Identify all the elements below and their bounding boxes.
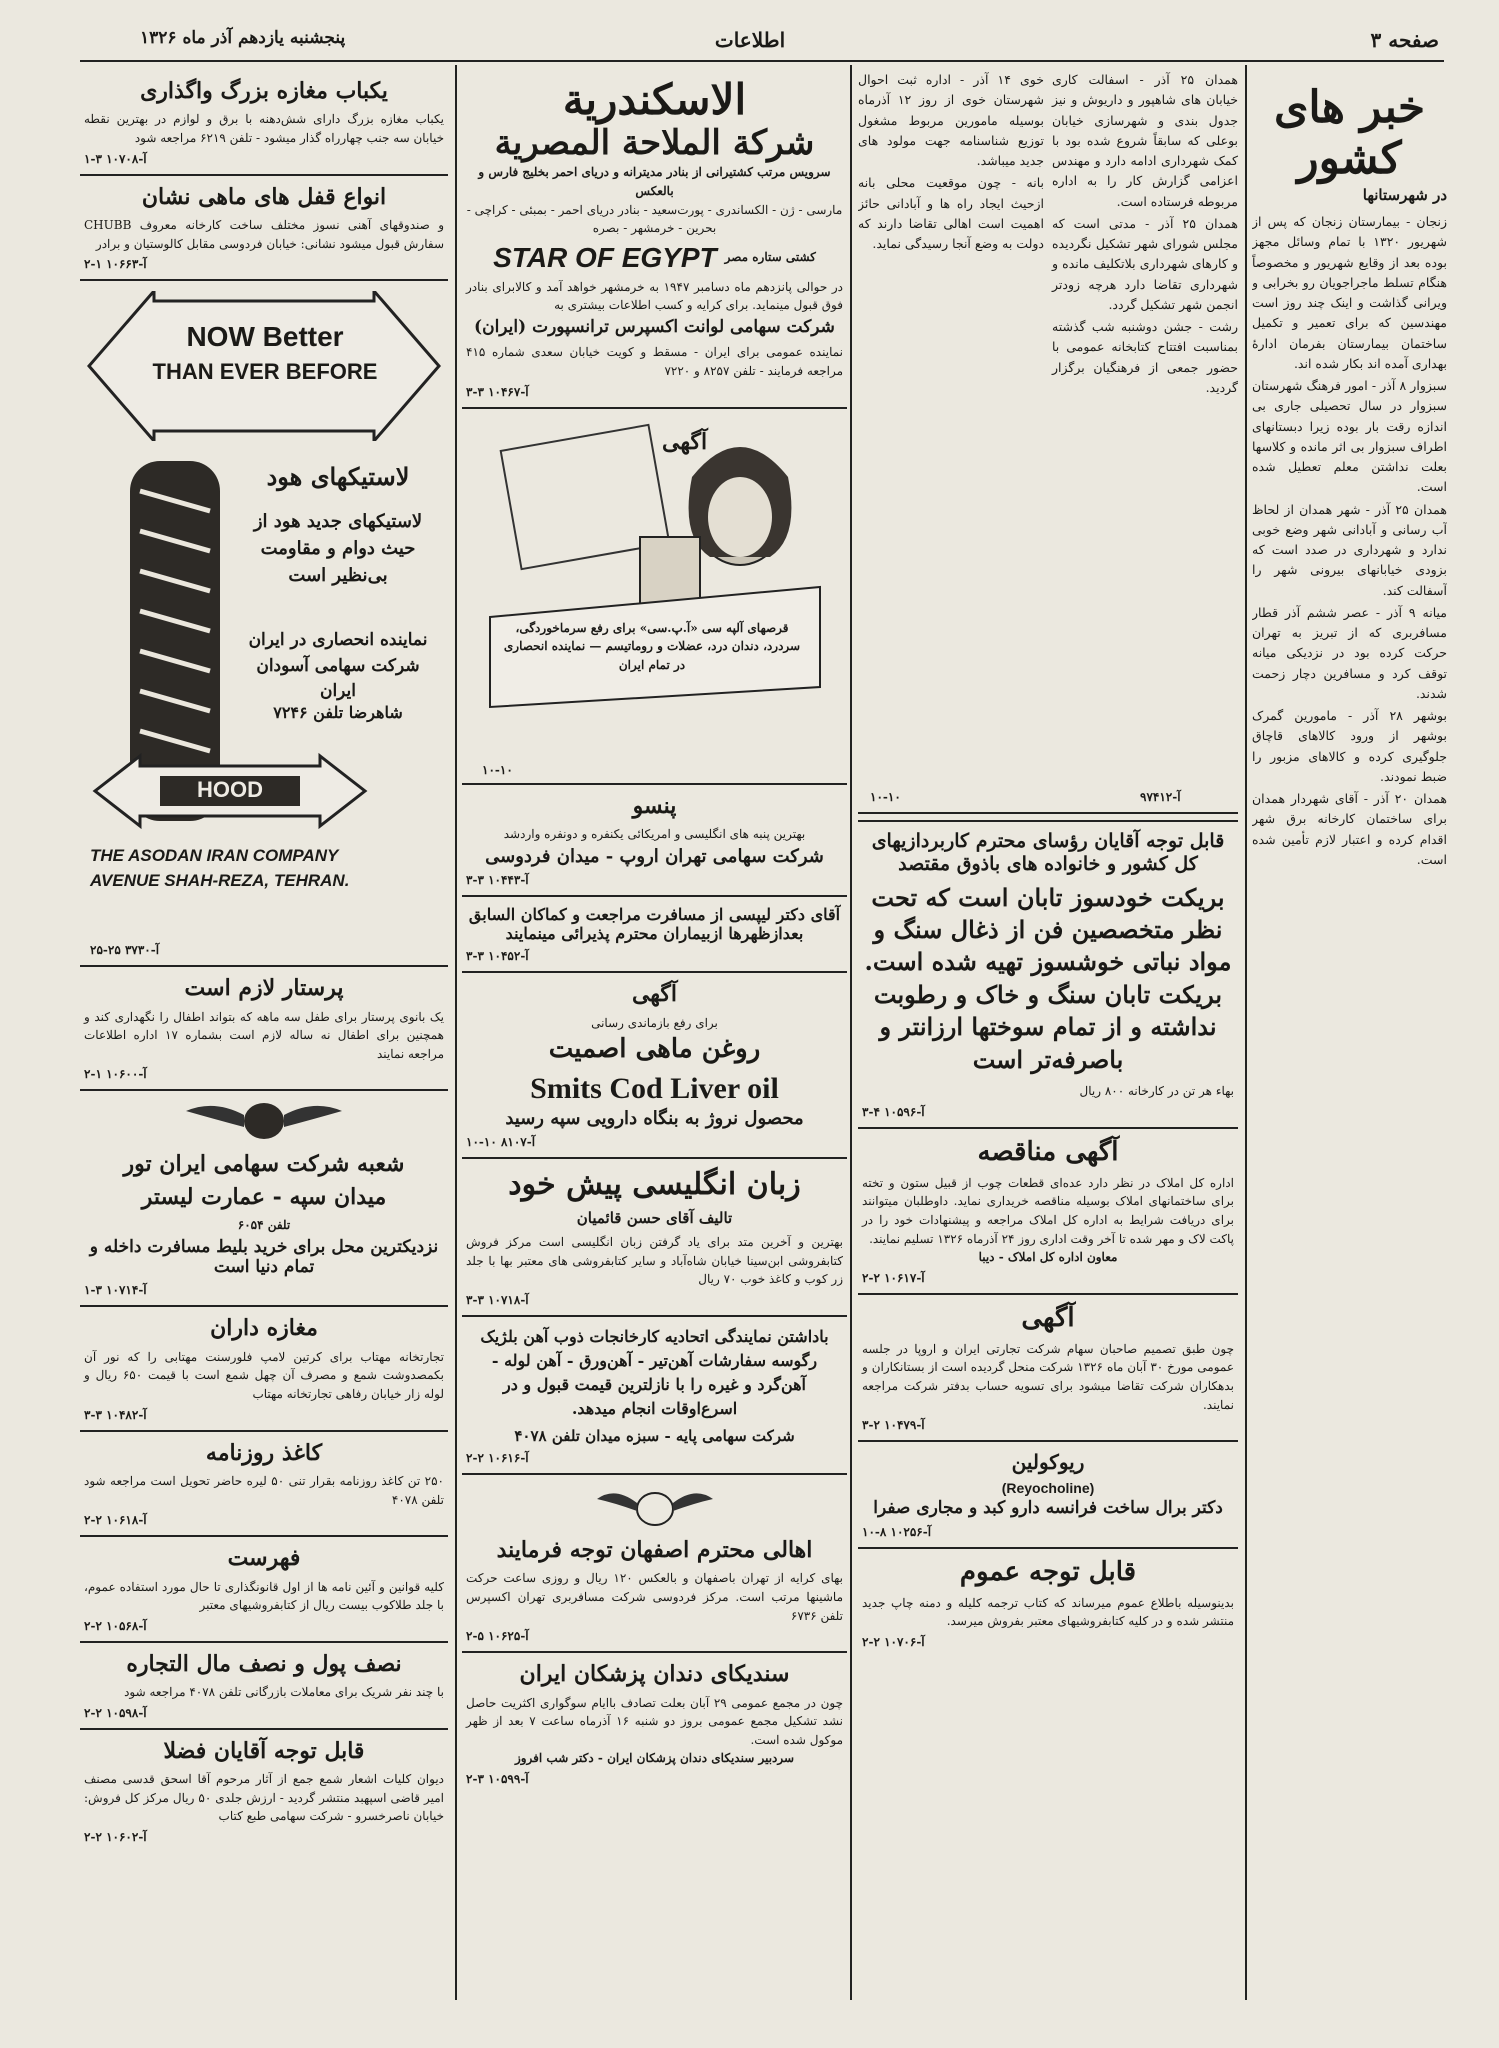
classifieds-column xyxy=(80,70,448,2000)
locks-title: انواع قفل های ماهی نشان xyxy=(141,183,387,210)
ad-code: آ-۳۷۳۰ ۲۵-۲۵ xyxy=(90,943,160,958)
iran-tour-ad xyxy=(80,1091,448,1307)
steel-ad xyxy=(462,1317,847,1475)
medicine-ad xyxy=(858,1442,1238,1548)
ad-code: ۱۰-۱۰ xyxy=(482,762,513,777)
english-book-body: بهترین و آخرین متد برای یاد گرفتن زبان انگلیسی است مرکز فروش کتابفروشی ابن‌سینا خیابان شاه‌آباد و سایر کتابفروشی های معتبر بها با جلد زر کوب و کاغذ خوب ۷۰ ریال xyxy=(466,1235,843,1287)
nurse-body: یک بانوی پرستار برای طفل سه ماهه که بتواند اطفال را نگهداری کند و همچنین برای اطفال نه ساله لازم است بشماره ۱۷ اداره اطلاعات مراجعه نمایند xyxy=(84,1009,444,1061)
ad-label: آگهی xyxy=(1021,1302,1075,1333)
shipping-ports: مارسی - ژن - الکساندری - پورت‌سعید - بنادر دریای احمر - بمبئی - کراچی - بحرین - خرمشهر - بصره xyxy=(466,202,843,236)
shipping-service: سرویس مرتب کشتیرانی از بنادر مدیترانه و دریای احمر بخلیج فارس و بالعکس xyxy=(478,165,831,198)
news-body xyxy=(1252,212,1447,870)
news-paragraph: رشت - جشن دوشنبه شب گذشته بمناسبت افتتاح کتابخانه عمومی با حضور جمعی از فرهنگیان برگزار گردید. xyxy=(1052,319,1238,395)
notices-column xyxy=(858,820,1238,2000)
partnership-ad xyxy=(80,1643,448,1730)
winged-logo-icon xyxy=(184,1097,344,1145)
ad-code: ۱۰-۱۰ xyxy=(870,790,901,804)
doctor-body: آقای دکتر لیپسی از مسافرت مراجعت و کماکان السابق بعدازظهرها ازبیماران محترم پذیرائی مینمایند xyxy=(468,905,841,944)
page-number: صفحه ۳ xyxy=(1370,28,1439,52)
newsprint-body: ۲۵۰ تن کاغذ روزنامه بقرار تنی ۵۰ لیره حاضر تحویل است مراجعه شود تلفن ۴۰۷۸ xyxy=(84,1474,444,1507)
ship-label: کشتی ستاره مصر xyxy=(724,250,816,265)
index-ad xyxy=(80,1537,448,1643)
locks-body: و صندوقهای آهنی نسوز مختلف ساخت کارخانه معروف CHUBB سفارش قبول میشود نشانی: خیابان فردوسی مقابل کالوستیان و برادر xyxy=(84,217,444,251)
news-paragraph: بانه - چون موقعیت محلی بانه ازحیث ایجاد راه ها و آبادانی حائز اهمیت است اهالی تقاضا دارند که دولت به وضع آنجا رسیدگی نماید. xyxy=(858,175,1044,251)
ad-code: آ-۱۰۶۲۵ ۵-۲ xyxy=(466,1629,529,1644)
header-rule xyxy=(80,60,1444,62)
hood-company-en: THE ASODAN IRAN COMPANY xyxy=(90,846,339,866)
news-paragraph: بوشهر ۲۸ آذر - مامورین گمرک بوشهر از ورود کالاهای قاچاق جلوگیری کرده و کالاهای مزبور را ضبط نمودند. xyxy=(1252,708,1447,784)
cod-liver-sub: برای رفع بازماندی رسانی xyxy=(591,1015,718,1030)
shopkeepers-title: مغازه داران xyxy=(210,1315,318,1342)
hood-agent: نماینده انحصاری در ایران شرکت سهامی آسودان ایران xyxy=(248,630,428,702)
hood-desc-fa: لاستیکهای جدید هود از حیث دوام و مقاومت بی‌نظیر است xyxy=(253,511,423,587)
public-notice xyxy=(858,1549,1238,1657)
public-notice-body: بدینوسیله باطلاع عموم میرساند که کتاب ترجمه کلیله و دمنه چاپ جدید منتشر شده و در کلیه کتابفروشیهای معتبر بفروش میرسد. xyxy=(862,1595,1234,1629)
shipping-agent: شرکت سهامی لوانت اکسپرس ترانسپورت (ایران) xyxy=(474,316,835,337)
notice-price: بهاء هر تن در کارخانه ۸۰۰ ریال xyxy=(1079,1083,1234,1098)
partnership-body: با چند نفر شریک برای معاملات بازرگانی تلفن ۴۰۷۸ مراجعه شود xyxy=(124,1685,444,1700)
news-paragraph: همدان ۲۰ آذر - آقای شهردار همدان برای ساختمان کارخانه برق شهر اقدام کرده و اعتبار لازم تأمین شده است. xyxy=(1252,791,1447,867)
news-subcolumn xyxy=(1052,70,1238,400)
tender-title: آگهی مناقصه xyxy=(977,1136,1119,1167)
isfahan-title: اهالی محترم اصفهان توجه فرمایند xyxy=(496,1537,813,1564)
news-paragraph: سبزوار ۸ آذر - امور فرهنگ شهرستان سبزوار در سال تحصیلی جاری بی اندازه رقت بار بوده زیرا دبستانهای اطراف سبزوار بی اثر مانده و کلاسها بعلت نداشتن معلم تعطیل شده است. xyxy=(1252,378,1447,495)
ad-code: آ-۱۰۴۵۲ ۳-۳ xyxy=(466,949,529,964)
ad-code: آ-۱۰۶۶۳ ۱-۲ xyxy=(84,257,147,272)
isfahan-bus-ad xyxy=(462,1475,847,1653)
aspirin-caption: قرصهای آلپه سی «آ.پ.سی» برای رفع سرماخوردگی، سردرد، دندان درد، عضلات و روماتیسم — نماینده انحصاری در تمام ایران xyxy=(503,620,801,672)
ad-code: آ-۸۱۰۷ ۱۰-۱۰ xyxy=(466,1135,536,1150)
news-subheading: در شهرستانها xyxy=(1362,186,1447,204)
partnership-title: نصف پول و نصف مال التجاره xyxy=(126,1650,402,1677)
shipping-address: نماینده عمومی برای ایران - مسقط و کویت خیابان سعدی شماره ۴۱۵ مراجعه فرمایند - تلفن ۸۲۵۷ و ۷۲۲۰ xyxy=(466,345,843,378)
steel-body: باداشتن نمایندگی اتحادیه کارخانجات ذوب آهن بلژیک رگوسه سفارشات آهن‌تیر - آهن‌ورق - آهن لوله - آهن‌گرد و غیره را با نازلترین قیمت قبول و در اسرع‌اوقات انجام میدهد. xyxy=(480,1327,829,1419)
hood-slogan-top: NOW Better xyxy=(186,321,344,353)
english-book-ad xyxy=(462,1159,847,1317)
hood-title-fa: لاستیکهای هود xyxy=(266,462,410,492)
issue-date: پنجشنبه یازدهم آذر ماه ۱۳۲۶ xyxy=(140,28,346,48)
dentists-ad xyxy=(462,1653,847,1794)
ad-code: آ-۱۰۶۰۰ ۱-۲ xyxy=(84,1067,147,1082)
ad-code: آ-۱۰۵۹۹ ۳-۲ xyxy=(466,1771,529,1786)
news-paragraph: همدان ۲۵ آذر - شهر همدان از لحاظ آب رسانی و آبادانی شهر وضع خوبی ندارد و شهرداری در صدد است که بزودی خیابانهای بیرونی شهر را آسفالت کند. xyxy=(1252,501,1447,598)
ad-code: آ-۱۰۷۱۸ ۳-۳ xyxy=(466,1293,529,1308)
column-rule xyxy=(850,65,852,2000)
cotton-body: بهترین پنبه های انگلیسی و امریکائی یکنفره و دونفره واردشد xyxy=(503,826,806,841)
shop-rent-title: یکباب مغازه بزرگ واگذاری xyxy=(140,78,388,104)
english-book-title: زبان انگلیسی پیش خود xyxy=(508,1167,801,1203)
shopkeepers-ad xyxy=(80,1307,448,1431)
iran-tour-title: شعبه شرکت سهامی ایران تور xyxy=(123,1151,405,1178)
shopkeepers-body: تجارتخانه مهتاب برای کرتین لامپ فلورسنت مهتابی را که نور آن بکمصدوشت شمع و مصرف آن چهل شمع است با قیمت ۶۵۰ ریال و لوله زار خیابان رفاهی تجارتخانه مهتاب xyxy=(84,1349,444,1402)
ads-column-middle xyxy=(462,70,847,2000)
notice-title: قابل توجه آقایان رؤسای محترم کاربردازیهای کل کشور و خانواده های باذوق مقتصد xyxy=(871,830,1225,875)
notice-body: بریکت خودسوز تابان است که تحت نظر متخصصین فن از ذغال سنگ و مواد نباتی خوشسوز تهیه شده است. بریکت تابان سنگ و خاک و رطوبت نداشته و از تمام سوختها ارزانتر و باصرفه‌تر است xyxy=(864,882,1232,1074)
company-ad-body: چون طبق تصمیم صاحبان سهام شرکت تجارتی ایران و اروپا در جلسه عمومی مورخ ۳۰ آبان ماه ۱۳۲۶ شرکت منحل گردیده است از بستانکاران و بدهکاران شرکت تقاضا میشود برای تسویه حساب بدفتر شرکت مراجعه نمایند. xyxy=(862,1341,1234,1412)
iran-tour-body: نزدیکترین محل برای خرید بلیط مسافرت داخله و تمام دنیا است xyxy=(89,1236,439,1278)
ad-code: آ-۱۰۶۰۲ ۲-۲ xyxy=(84,1829,147,1844)
isfahan-body: بهای کرایه از تهران باصفهان و بالعکس ۱۲۰ ریال و روزی ساعت حرکت ماشینها مرتب است. مرکز فردوسی شرکت مسافربری تهران اکسپرس تلفن ۶۷۳۶ xyxy=(466,1571,844,1623)
newsprint-ad xyxy=(80,1432,448,1538)
cod-liver-oil-ad xyxy=(462,973,847,1159)
ad-code: آ-۱۰۶۱۷ ۲-۲ xyxy=(862,1270,925,1285)
scholars-title: قابل توجه آقایان فضلا xyxy=(163,1737,365,1764)
news-paragraph: میانه ۹ آذر - عصر ششم آذر قطار مسافربری که از تبریز به تهران حرکت کرده بود در نزدیکی میانه توقف کرد و مسافرین دچار زحمت شدند. xyxy=(1252,604,1447,701)
shipping-ad xyxy=(462,70,847,409)
dentists-title: سندیکای دندان پزشکان ایران xyxy=(519,1661,790,1688)
english-book-author: تالیف آقای حسن قائمیان xyxy=(576,1209,733,1228)
news-column xyxy=(1252,70,1447,2000)
ad-label: آگهی xyxy=(631,981,678,1008)
medicine-title: ریوکولین xyxy=(1011,1450,1085,1475)
ad-code: آ-۱۰۵۹۶ ۴-۳ xyxy=(862,1104,925,1119)
ad-code: آ-۱۰۴۶۷ ۳-۳ xyxy=(466,384,529,399)
news-paragraph: خوی ۱۴ آذر - اداره ثبت احوال شهرستان خوی از روز ۱۲ آذرماه بوسیله مامورین مربوط مشغول توزیع شناسنامه جهت مولود های جدید میباشد. xyxy=(858,72,1044,168)
column-rule xyxy=(1245,65,1247,2000)
aspirin-ad xyxy=(462,409,847,785)
news-paragraph: همدان ۲۵ آذر - اسفالت کاری خیابان های شاهپور و داریوش و نیز جدول بندی و شهرسازی خیابان بوعلی که سابقاً شروع شده بود با کمک شهرداری ادامه دارد و مهندس اعزامی گزارش کار را به اداره مربوطه فرستاده است. xyxy=(1052,72,1238,209)
shop-rent-ad xyxy=(80,70,448,176)
nurse-ad xyxy=(80,967,448,1091)
ad-code: آ-۱۰۲۵۶ ۸-۱۰ xyxy=(862,1524,932,1539)
news-paragraph: زنجان - بیمارستان زنجان که پس از شهریور ۱۳۲۰ با تمام وسائل مجهز بوده بعد از وقایع شهریور و مخصوصاً هنگام تسلط ماجراجویان رو بخرابی و ویرانی گذاشت و اینک چند روز است مهندسین که برای تعمیر و تکمیل ساختمان بیمارستان بفرمان ادارهٔ بهداری آمده اند بکار شده اند. xyxy=(1252,214,1447,371)
index-title: فهرست xyxy=(227,1545,301,1572)
ad-code: آ-۹۷۴۱۲ xyxy=(1140,790,1181,804)
cotton-company: شرکت سهامی تهران اروپ - میدان فردوسی xyxy=(485,845,824,867)
ad-code: آ-۱۰۴۷۹ ۲-۳ xyxy=(862,1418,925,1433)
medicine-latin: (Reyocholine) xyxy=(1001,1480,1095,1497)
ad-code: آ-۱۰۴۸۲ ۳-۳ xyxy=(84,1407,147,1422)
ad-code: آ-۱۰۷۰۶ ۲-۲ xyxy=(862,1635,925,1650)
hood-address-en: AVENUE SHAH-REZA, TEHRAN. xyxy=(90,871,350,891)
cod-liver-latin: Smits Cod Liver oil xyxy=(530,1071,779,1105)
briquette-notice xyxy=(858,820,1238,1129)
ad-code: آ-۱۰۵۹۸ ۲-۲ xyxy=(84,1705,147,1720)
ad-code: آ-۱۰۷۱۴ ۳-۱ xyxy=(84,1283,147,1298)
cotton-title: پنسو xyxy=(632,792,677,819)
hood-logo-text: HOOD xyxy=(197,777,263,803)
ad-code: آ-۱۰۶۱۸ ۲-۲ xyxy=(84,1513,147,1528)
shipping-company-arabic: شركة الملاحة المصرية xyxy=(494,123,815,164)
ship-name: STAR OF EGYPT xyxy=(493,241,717,273)
ad-code: آ-۱۰۴۴۳ ۳-۳ xyxy=(466,873,529,888)
news-paragraph: همدان ۲۵ آذر - مدتی است که مجلس شورای شهر تشکیل نگردیده و کارهای شهرداری بلاتکلیف مانده و شهرداری تقاضا دارد هرچه زودتر انجمن شهر تشکیل گردد. xyxy=(1052,215,1238,312)
ad-code: آ-۱۰۷۰۸ ۳-۱ xyxy=(84,151,147,166)
company-ad xyxy=(858,1295,1238,1443)
ad-label: آگهی xyxy=(662,428,708,455)
iran-tour-phone: تلفن ۶۰۵۴ xyxy=(237,1218,291,1233)
column-rule xyxy=(455,65,457,2000)
hood-tire-ad xyxy=(80,281,448,967)
doctor-ad xyxy=(462,897,847,973)
nurse-title: پرستار لازم است xyxy=(184,975,344,1002)
cod-liver-body: محصول نروژ به بنگاه دارویی سپه رسید xyxy=(505,1107,804,1129)
shipping-details: در حوالی پانزدهم ماه دسامبر ۱۹۴۷ به خرمشهر خواهد آمد و کالابرای بنادر فوق قبول مینماید. برای کرایه و کسب اطلاعات بیشتری به xyxy=(466,279,844,313)
hood-phone: شاهرضا تلفن ۷۲۴۶ xyxy=(273,703,403,723)
winged-emblem-icon xyxy=(595,1481,715,1531)
index-body: کلیه قوانین و آئین نامه ها از اول قانونگذاری تا حال مورد استفاده عموم، با جلد طلاکوب بیست ریال از کتابفروشیهای معتبر xyxy=(84,1579,444,1613)
news-subcolumn xyxy=(858,70,1044,400)
scholars-body: دیوان کلیات اشعار شمع جمع از آثار مرحوم آقا اسحق قدسی مصنف امیر قاضی اسپهبد منتشر گردید - ارزش جلدی ۵۰ ریال مرکز کل فروش: خیابان ناصرخسرو - شرکت سهامی طبع کتاب xyxy=(84,1772,444,1824)
medicine-body: دکتر برال ساخت فرانسه دارو کبد و مجاری صفرا xyxy=(873,1498,1223,1519)
public-notice-title: قابل توجه عموم xyxy=(959,1556,1137,1587)
scholars-ad xyxy=(80,1730,448,1852)
tender-body: اداره کل املاک در نظر دارد عده‌ای قطعات چوب از قبیل ستون و تخته برای ساختمانهای املاک بوسیله مناقصه خریداری نماید. داوطلبان میتوانند برای دریافت شرایط به اداره کل املاک مراجعه و پیشنهادات خود را در پاکت لاک و مهر شده تا آخر وقت اداری روز ۲۴ آذرماه ۱۳۲۶ تسلیم نمایند. xyxy=(862,1175,1234,1246)
cod-liver-title: روغن ماهی اصمیت xyxy=(548,1034,761,1065)
cotton-ad xyxy=(462,785,847,898)
tender-ad xyxy=(858,1129,1238,1295)
tender-signature: معاون اداره کل املاک - دیبا xyxy=(978,1250,1118,1265)
iran-tour-address: میدان سپه - عمارت لیستر xyxy=(141,1183,387,1210)
locks-ad xyxy=(80,176,448,282)
shipping-title-arabic: الاسكندرية xyxy=(562,75,747,124)
news-heading: خبر های کشور xyxy=(1273,82,1426,184)
newspaper-name: اطلاعات xyxy=(714,28,786,52)
page-header xyxy=(0,28,1499,56)
dentists-body: چون در مجمع عمومی ۲۹ آبان بعلت تصادف باایام سوگواری اکثریت حاصل نشد تشکیل مجمع عمومی بروز دو شنبه ۱۶ آذرماه ساعت ۷ بعد از ظهر موکول شده است. xyxy=(466,1695,843,1747)
steel-company: شرکت سهامی پایه - سبزه میدان تلفن ۴۰۷۸ xyxy=(514,1427,795,1446)
shop-rent-body: یکباب مغازه بزرگ دارای شش‌دهنه با برق و لوازم در بهترین نقطه خیابان سه جنب چهارراه گذار میشود - تلفن ۶۲۱۹ مراجعه شود xyxy=(84,112,444,145)
ad-code: آ-۱۰۵۶۸ ۲-۲ xyxy=(84,1618,147,1633)
dentists-signature: سردبیر سندیکای دندان پزشکان ایران - دکتر شب افروز xyxy=(514,1751,795,1766)
section-rule xyxy=(858,812,1238,814)
ad-code: آ-۱۰۶۱۶ ۲-۲ xyxy=(466,1451,529,1466)
hood-slogan-bottom: THAN EVER BEFORE xyxy=(152,359,378,385)
newsprint-title: کاغذ روزنامه xyxy=(205,1439,323,1466)
